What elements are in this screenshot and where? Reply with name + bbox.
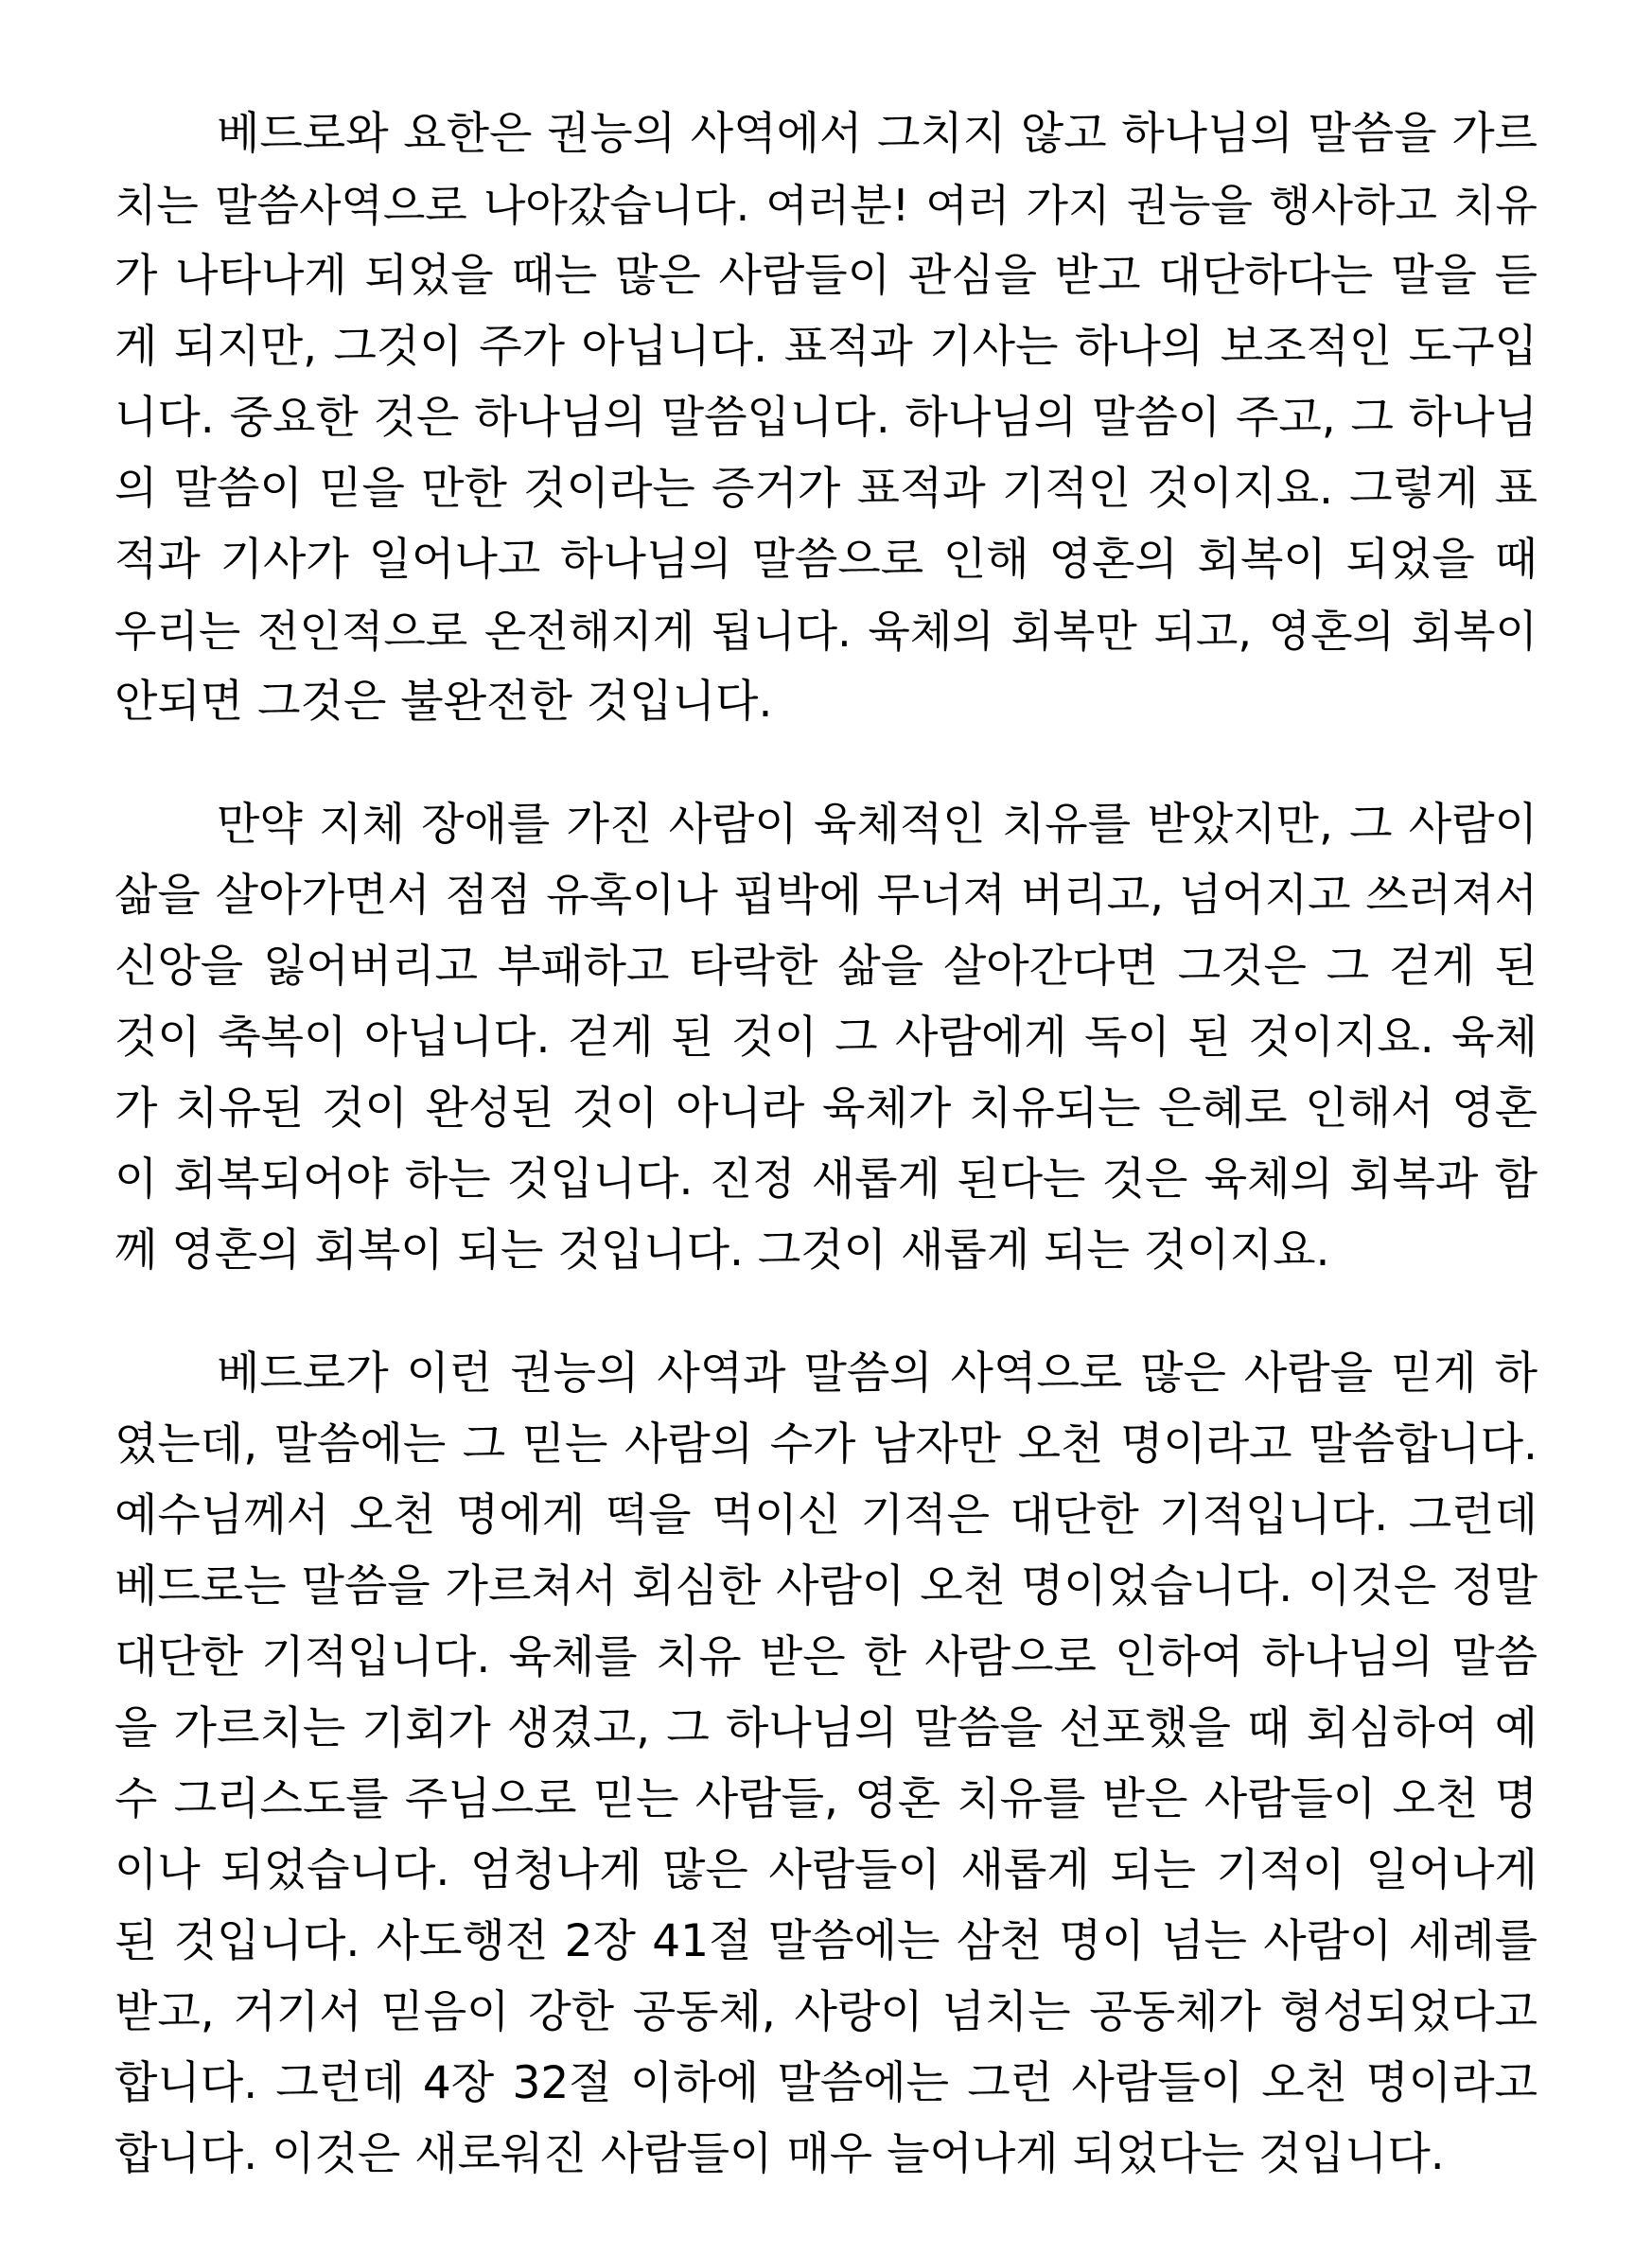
paragraph-3-line-11: 합니다. 그런데 4장 32절 이하에 말씀에는 그런 사람들이 오천 명이라고 bbox=[114, 2057, 1538, 2109]
paragraph-2-line-3: 신앙을 잃어버리고 부패하고 타락한 삶을 살아간다면 그것은 그 걷게 된 bbox=[114, 941, 1538, 993]
paragraph-1-line-3: 가 나타나게 되었을 때는 많은 사람들이 관심을 받고 대단하다는 말을 듣 bbox=[114, 250, 1538, 302]
paragraph-3-line-6: 을 가르치는 기회가 생겼고, 그 하나님의 말씀을 선포했을 때 회심하여 예 bbox=[114, 1702, 1538, 1754]
paragraph-3-line-3: 예수님께서 오천 명에게 떡을 먹이신 기적은 대단한 기적입니다. 그런데 bbox=[114, 1489, 1538, 1542]
paragraph-3-line-8: 이나 되었습니다. 엄청나게 많은 사람들이 새롭게 되는 기적이 일어나게 bbox=[114, 1844, 1538, 1896]
paragraph-1-line-7: 적과 기사가 일어나고 하나님의 말씀으로 인해 영혼의 회복이 되었을 때 bbox=[114, 534, 1538, 586]
paragraph-2-line-5: 가 치유된 것이 완성된 것이 아니라 육체가 치유되는 은혜로 인해서 영혼 bbox=[114, 1083, 1538, 1135]
paragraph-1-line-6: 의 말씀이 믿을 만한 것이라는 증거가 표적과 기적인 것이지요. 그렇게 표 bbox=[114, 463, 1538, 515]
paragraph-1-line-5: 니다. 중요한 것은 하나님의 말씀입니다. 하나님의 말씀이 주고, 그 하나님 bbox=[114, 392, 1538, 444]
paragraph-3-line-5: 대단한 기적입니다. 육체를 치유 받은 한 사람으로 인하여 하나님의 말씀 bbox=[114, 1631, 1538, 1683]
paragraph-1-line-4: 게 되지만, 그것이 주가 아닙니다. 표적과 기사는 하나의 보조적인 도구입 bbox=[114, 321, 1538, 373]
paragraph-2-line-2: 삶을 살아가면서 점점 유혹이나 핍박에 무너져 버리고, 넘어지고 쓰러져서 bbox=[114, 870, 1538, 922]
paragraph-1-line-2: 치는 말씀사역으로 나아갔습니다. 여러분! 여러 가지 권능을 행사하고 치유 bbox=[114, 180, 1538, 231]
paragraph-3-line-2: 였는데, 말씀에는 그 믿는 사람의 수가 남자만 오천 명이라고 말씀합니다. bbox=[114, 1418, 1538, 1471]
paragraph-3-line-7: 수 그리스도를 주님으로 믿는 사람들, 영혼 치유를 받은 사람들이 오천 명 bbox=[114, 1773, 1538, 1825]
paragraph-3-line-9: 된 것입니다. 사도행전 2장 41절 말씀에는 삼천 명이 넘는 사람이 세례를 bbox=[114, 1915, 1538, 1967]
paragraph-1-line-8: 우리는 전인적으로 온전해지게 됩니다. 육체의 회복만 되고, 영혼의 회복이 bbox=[114, 606, 1538, 657]
paragraph-2-line-4: 것이 축복이 아닙니다. 걷게 된 것이 그 사람에게 독이 된 것이지요. 육체 bbox=[114, 1012, 1538, 1064]
paragraph-3-line-12: 합니다. 이것은 새로워진 사람들이 매우 늘어나게 되었다는 것입니다. bbox=[114, 2128, 1445, 2180]
paragraph-1-line-9: 안되면 그것은 불완전한 것입니다. bbox=[114, 676, 773, 728]
paragraph-3-line-10: 받고, 거기서 믿음이 강한 공동체, 사랑이 넘치는 공동체가 형성되었다고 bbox=[114, 1986, 1538, 2038]
paragraph-2-line-7: 께 영혼의 회복이 되는 것입니다. 그것이 새롭게 되는 것이지요. bbox=[114, 1224, 1330, 1277]
paragraph-1-line-1: 베드로와 요한은 권능의 사역에서 그치지 않고 하나님의 말씀을 가르 bbox=[217, 108, 1538, 160]
paragraph-2-line-6: 이 회복되어야 하는 것입니다. 진정 새롭게 된다는 것은 육체의 회복과 함 bbox=[114, 1154, 1538, 1206]
paragraph-2-line-1: 만약 지체 장애를 가진 사람이 육체적인 치유를 받았지만, 그 사람이 bbox=[217, 799, 1538, 851]
paragraph-3-line-1: 베드로가 이런 권능의 사역과 말씀의 사역으로 많은 사람을 믿게 하 bbox=[217, 1348, 1538, 1400]
paragraph-3-line-4: 베드로는 말씀을 가르쳐서 회심한 사람이 오천 명이었습니다. 이것은 정말 bbox=[114, 1560, 1538, 1612]
